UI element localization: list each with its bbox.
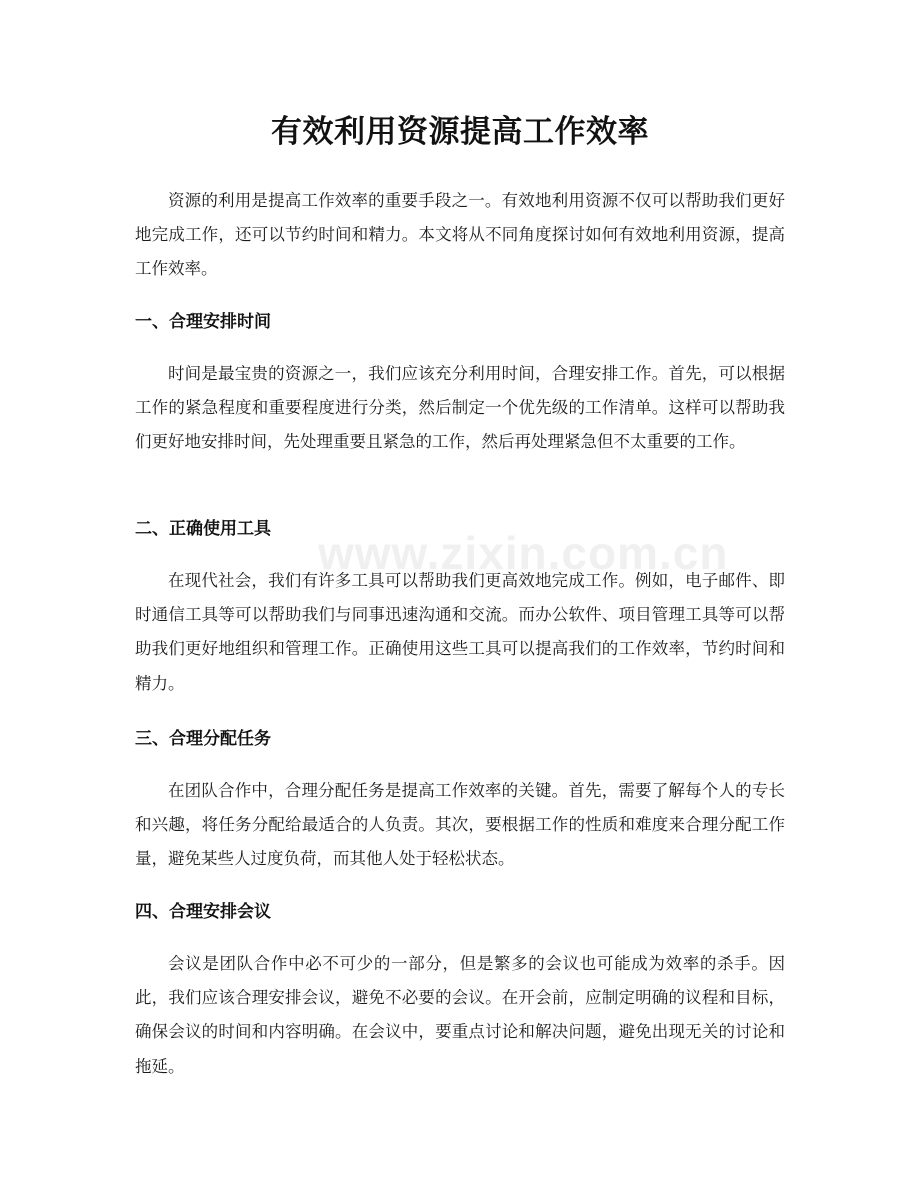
- section-heading-meetings: 四、合理安排会议: [135, 902, 271, 922]
- document-title: 有效利用资源提高工作效率: [271, 114, 649, 150]
- section-heading-tools: 二、正确使用工具: [135, 519, 271, 539]
- section-heading-tasks: 三、合理分配任务: [135, 729, 271, 749]
- intro-paragraph: 资源的利用是提高工作效率的重要手段之一。有效地利用资源不仅可以帮助我们更好地完成工作，还可以节约时间和精力。本文将从不同角度探讨如何有效地利用资源，提高工作效率。: [135, 191, 785, 279]
- section-body-tasks: 在团队合作中，合理分配任务是提高工作效率的关键。首先，需要了解每个人的专长和兴趣，将任务分配给最适合的人负责。其次，要根据工作的性质和难度来合理分配工作量，避免某些人过度负荷，而其他人处于轻松状态。: [135, 781, 785, 869]
- section-body-meetings: 会议是团队合作中必不可少的一部分，但是繁多的会议也可能成为效率的杀手。因此，我们应该合理安排会议，避免不必要的会议。在开会前，应制定明确的议程和目标，确保会议的时间和内容明确。在会议中，要重点讨论和解决问题，避免出现无关的讨论和拖延。: [135, 954, 785, 1076]
- section-heading-time: 一、合理安排时间: [135, 312, 271, 332]
- watermark: www.zixin.com.cn: [318, 527, 729, 579]
- section-body-time: 时间是最宝贵的资源之一，我们应该充分利用时间，合理安排工作。首先，可以根据工作的紧急程度和重要程度进行分类，然后制定一个优先级的工作清单。这样可以帮助我们更好地安排时间，先处理重要且紧急的工作，然后再处理紧急但不太重要的工作。: [135, 364, 785, 452]
- section-body-tools: 在现代社会，我们有许多工具可以帮助我们更高效地完成工作。例如，电子邮件、即时通信工具等可以帮助我们与同事迅速沟通和交流。而办公软件、项目管理工具等可以帮助我们更好地组织和管理工作。正确使用这些工具可以提高我们的工作效率，节约时间和精力。: [135, 571, 785, 693]
